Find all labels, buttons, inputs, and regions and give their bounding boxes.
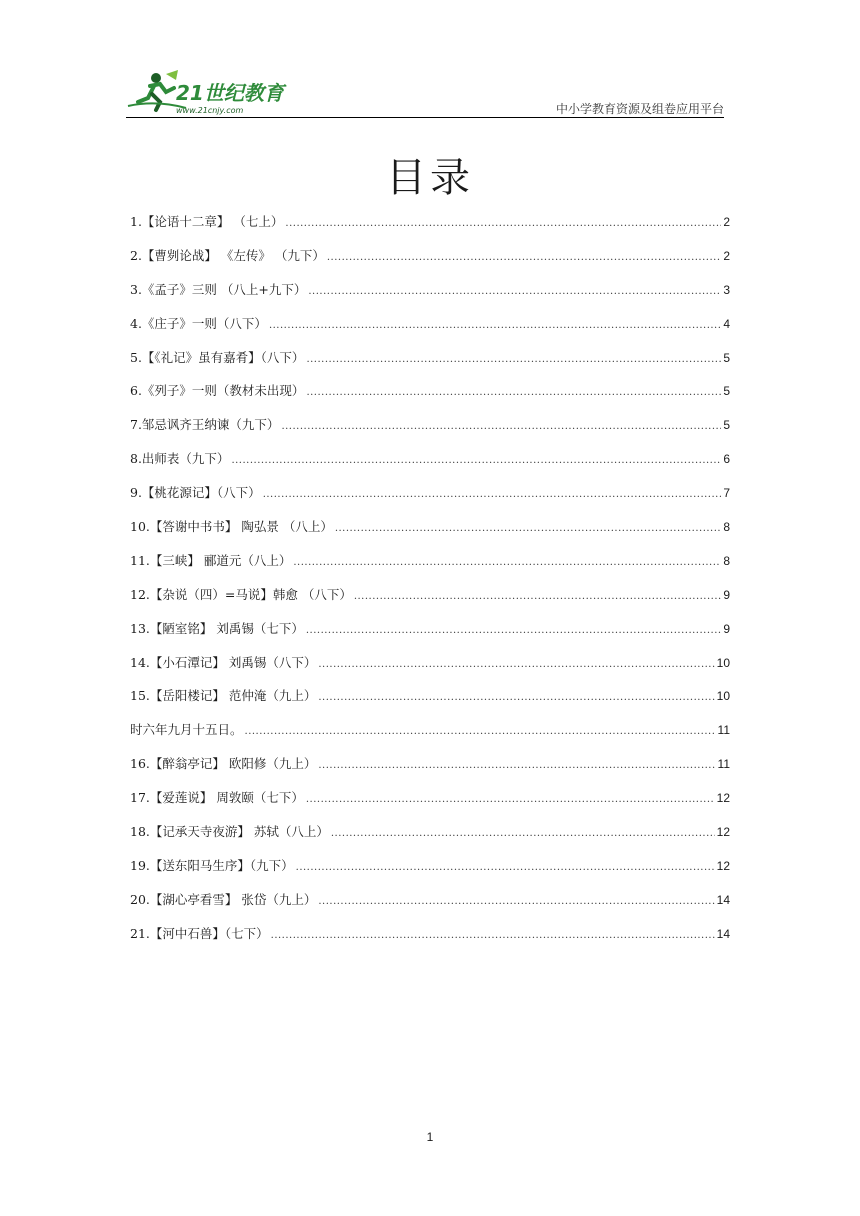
toc-entry-title: 12.【杂说（四）=马说】韩愈 （八下） — [130, 586, 352, 602]
toc-dot-leader — [331, 828, 715, 839]
toc-entry[interactable] — [130, 585, 730, 619]
toc-entry[interactable] — [130, 551, 730, 585]
toc-dot-leader — [306, 387, 721, 398]
toc-entry[interactable] — [130, 449, 730, 483]
toc-entry[interactable] — [130, 348, 730, 382]
toc-entry-title: 16.【醉翁亭记】 欧阳修（九上） — [130, 756, 317, 772]
toc-entry[interactable] — [130, 212, 730, 246]
toc-entry-page: 2 — [723, 215, 730, 229]
toc-entry-title: 14.【小石潭记】 刘禹锡（八下） — [130, 654, 317, 670]
toc-entry[interactable] — [130, 381, 730, 415]
toc-dot-leader — [306, 625, 721, 636]
header-divider — [126, 117, 724, 118]
toc-dot-leader — [281, 421, 721, 432]
toc-entry-page: 5 — [723, 384, 730, 399]
toc-entry-page: 4 — [723, 316, 730, 331]
toc-dot-leader — [306, 354, 721, 365]
toc-entry-title: 1.【论语十二章】 （七上） — [130, 214, 284, 229]
toc-entry-title: 7.邹忌讽齐王纳谏（九下） — [130, 417, 280, 433]
toc-entry[interactable] — [130, 856, 730, 890]
toc-dot-leader — [245, 726, 716, 737]
toc-dot-leader — [306, 794, 715, 805]
toc-dot-leader — [318, 659, 714, 670]
toc-dot-leader — [318, 692, 714, 703]
toc-entry-title: 11.【三峡】 郦道元（八上） — [130, 552, 292, 568]
toc-entry-page: 5 — [723, 350, 730, 365]
toc-entry-title: 3.《孟子》三则 （八上+九下） — [130, 281, 307, 297]
toc-entry-page: 10 — [716, 655, 730, 670]
toc-entry-page: 8 — [723, 520, 730, 535]
toc-entry[interactable] — [130, 686, 730, 720]
logo-text: 21世纪教育 — [176, 81, 284, 105]
toc-entry-title: 2.【曹刿论战】 《左传》 （九下） — [130, 247, 325, 263]
toc-entry[interactable] — [130, 619, 730, 653]
toc-dot-leader — [263, 489, 722, 500]
toc-entry[interactable] — [130, 890, 730, 924]
toc-entry-title: 6.《列子》一则（教材未出现） — [130, 383, 305, 399]
toc-dot-leader — [335, 523, 721, 534]
toc-entry-page: 2 — [723, 248, 730, 263]
toc-entry-page: 3 — [723, 282, 730, 297]
toc-entry-page: 5 — [723, 418, 730, 433]
toc-dot-leader — [308, 286, 721, 297]
site-logo — [126, 66, 296, 118]
toc-entry-page: 6 — [723, 452, 730, 467]
toc-entry-page: 7 — [723, 486, 730, 501]
toc-entry[interactable] — [130, 720, 730, 754]
page-title: 目录 — [386, 155, 474, 201]
toc-entry[interactable] — [130, 754, 730, 788]
toc-entry-title: 15.【岳阳楼记】 范仲淹（九上） — [130, 688, 317, 704]
toc-entry-title: 8.出师表（九下） — [130, 451, 230, 467]
toc-entry-title: 9.【桃花源记】（八下） — [130, 485, 261, 501]
toc-entry-title: 20.【湖心亭看雪】 张岱（九上） — [130, 891, 317, 907]
toc-entry-title: 13.【陋室铭】 刘禹锡（七下） — [130, 620, 304, 636]
platform-name: 中小学教育资源及组卷应用平台 — [555, 102, 724, 116]
toc-dot-leader — [296, 862, 715, 873]
toc-dot-leader — [354, 591, 721, 602]
toc-entry-page: 9 — [723, 587, 730, 602]
toc-entry[interactable] — [130, 415, 730, 449]
toc-entry[interactable] — [130, 483, 730, 517]
toc-entry[interactable] — [130, 246, 730, 280]
toc-entry-title: 21.【河中石兽】（七下） — [130, 925, 269, 941]
toc-dot-leader — [285, 218, 721, 229]
page-number: 1 — [426, 1130, 434, 1144]
toc-entry-title: 时六年九月十五日。 — [130, 722, 243, 738]
toc-dot-leader — [318, 896, 714, 907]
toc-entry[interactable] — [130, 924, 730, 958]
toc-entry-page: 11 — [717, 757, 730, 772]
toc-entry[interactable] — [130, 314, 730, 348]
toc-entry[interactable] — [130, 517, 730, 551]
toc-dot-leader — [318, 760, 715, 771]
logo-url: www.21cnjy.com — [176, 106, 244, 115]
toc-dot-leader — [231, 455, 721, 466]
toc-entry-title: 17.【爱莲说】 周敦颐（七下） — [130, 790, 304, 806]
toc-entry-page: 12 — [716, 791, 730, 806]
toc-dot-leader — [269, 320, 721, 331]
toc-entry-page: 9 — [723, 621, 730, 636]
toc-entry-page: 14 — [716, 926, 730, 941]
page-header — [126, 66, 724, 118]
toc-entry[interactable] — [130, 788, 730, 822]
table-of-contents — [130, 212, 730, 958]
toc-dot-leader — [271, 930, 715, 941]
toc-entry-title: 10.【答谢中书书】 陶弘景 （八上） — [130, 519, 333, 535]
toc-entry-page: 10 — [716, 689, 730, 704]
toc-entry-page: 12 — [716, 858, 730, 873]
toc-dot-leader — [293, 557, 721, 568]
toc-entry[interactable] — [130, 822, 730, 856]
toc-entry-title: 4.《庄子》一则（八下） — [130, 315, 267, 331]
toc-dot-leader — [327, 252, 721, 263]
toc-entry-page: 11 — [717, 723, 730, 738]
toc-entry[interactable] — [130, 280, 730, 314]
toc-entry-page: 12 — [716, 825, 730, 840]
toc-entry[interactable] — [130, 653, 730, 687]
toc-entry-page: 8 — [723, 553, 730, 568]
toc-entry-title: 19.【送东阳马生序】（九下） — [130, 857, 294, 873]
toc-entry-title: 18.【记承天寺夜游】 苏轼（八上） — [130, 824, 329, 840]
toc-entry-page: 14 — [716, 892, 730, 907]
toc-entry-title: 5.【《礼记》虽有嘉肴】（八下） — [130, 349, 305, 365]
